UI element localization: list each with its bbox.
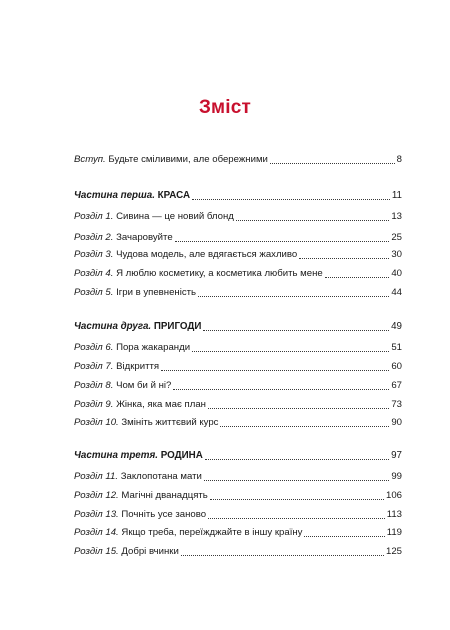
page-number: 11 <box>391 190 402 201</box>
part-prefix: Частина друга. <box>74 321 152 332</box>
dot-leader <box>220 425 389 427</box>
part-label <box>74 190 190 202</box>
entry-prefix: Розділ 14. <box>74 527 119 538</box>
entry-title: Почніть усе заново <box>121 509 207 520</box>
toc-chapter-12[interactable] <box>74 486 402 502</box>
entry-label <box>74 232 173 244</box>
dot-leader <box>181 554 384 556</box>
page-number: 125 <box>385 546 402 557</box>
page-number: 13 <box>391 211 402 222</box>
entry-title: Я люблю косметику, а косметика любить мене <box>116 268 323 279</box>
toc-chapter-14[interactable] <box>74 523 402 539</box>
page-number: 99 <box>391 471 402 482</box>
part-title: ПРИГОДИ <box>153 321 202 332</box>
page-number: 106 <box>385 490 402 501</box>
entry-title: Ігри в упевненість <box>116 287 197 298</box>
entry-prefix: Вступ. <box>74 154 106 165</box>
entry-prefix: Розділ 13. <box>74 509 119 520</box>
entry-prefix: Розділ 1. <box>74 211 114 222</box>
toc-chapter-6[interactable] <box>74 338 402 354</box>
dot-leader <box>175 240 390 242</box>
entry-label <box>74 399 206 411</box>
toc-chapter-2[interactable] <box>74 228 402 244</box>
entry-title: Якщо треба, переїжджайте в іншу країну <box>121 527 303 538</box>
entry-prefix: Розділ 12. <box>74 490 119 501</box>
part-label <box>74 450 203 462</box>
page-number: 25 <box>391 232 402 243</box>
part-prefix: Частина перша. <box>74 190 155 201</box>
entry-title: Магічні дванадцять <box>121 490 208 501</box>
dot-leader <box>299 257 389 259</box>
entry-title: Заклопотана мати <box>120 471 202 482</box>
entry-title: Зачаровуйте <box>116 232 173 243</box>
page-number: 97 <box>391 450 402 461</box>
entry-prefix: Розділ 7. <box>74 361 114 372</box>
toc-part-1[interactable] <box>74 186 402 202</box>
page-number: 8 <box>396 154 402 165</box>
entry-prefix: Розділ 3. <box>74 249 114 260</box>
entry-label <box>74 546 179 558</box>
entry-title: Пора жакаранди <box>116 342 191 353</box>
part-title: РОДИНА <box>160 450 203 461</box>
page-number: 60 <box>391 361 402 372</box>
toc-chapter-10[interactable] <box>74 413 402 429</box>
entry-label <box>74 211 234 223</box>
dot-leader <box>270 162 395 164</box>
dot-leader <box>192 198 390 200</box>
toc-chapter-9[interactable] <box>74 395 402 411</box>
entry-title: Відкриття <box>116 361 160 372</box>
dot-leader <box>161 369 389 371</box>
dot-leader <box>204 479 389 481</box>
entry-label <box>74 417 218 429</box>
part-label <box>74 321 201 333</box>
toc-chapter-4[interactable] <box>74 264 402 280</box>
toc-chapter-1[interactable] <box>74 207 402 223</box>
toc-chapter-3[interactable] <box>74 245 402 261</box>
entry-title: Сивина — це новий блонд <box>116 211 234 222</box>
entry-title: Добрі вчинки <box>121 546 179 557</box>
entry-label <box>74 249 297 261</box>
dot-leader <box>192 350 389 352</box>
dot-leader <box>173 388 389 390</box>
toc-chapter-7[interactable] <box>74 357 402 373</box>
page-title: Зміст <box>198 97 252 118</box>
entry-title: Жінка, яка має план <box>116 399 206 410</box>
entry-prefix: Розділ 5. <box>74 287 114 298</box>
entry-prefix: Розділ 9. <box>74 399 114 410</box>
entry-title: Чудова модель, але вдягається жахливо <box>116 249 298 260</box>
page-number: 113 <box>386 509 402 520</box>
entry-title: Змініть життєвий курс <box>121 417 219 428</box>
toc-entry-intro[interactable] <box>74 150 402 166</box>
entry-title: Будьте сміливими, але обережними <box>108 154 268 165</box>
entry-label <box>74 342 190 354</box>
page-number: 44 <box>391 287 402 298</box>
dot-leader <box>210 498 384 500</box>
entry-label <box>74 154 268 166</box>
toc-part-3[interactable] <box>74 446 402 462</box>
entry-prefix: Розділ 11. <box>74 471 119 482</box>
page-number: 119 <box>386 527 402 538</box>
page-number: 90 <box>391 417 402 428</box>
page-number: 49 <box>391 321 402 332</box>
dot-leader <box>208 407 389 409</box>
page-number: 67 <box>391 380 402 391</box>
page-number: 51 <box>391 342 402 353</box>
toc-chapter-13[interactable] <box>74 505 402 521</box>
entry-label <box>74 490 208 502</box>
toc-chapter-11[interactable] <box>74 467 402 483</box>
entry-prefix: Розділ 2. <box>74 232 114 243</box>
toc-chapter-8[interactable] <box>74 376 402 392</box>
entry-label <box>74 268 323 280</box>
dot-leader <box>198 295 389 297</box>
part-prefix: Частина третя. <box>74 450 158 461</box>
toc-chapter-15[interactable] <box>74 542 402 558</box>
entry-label <box>74 509 206 521</box>
dot-leader <box>236 219 389 221</box>
entry-title: Чом би й ні? <box>116 380 172 391</box>
entry-prefix: Розділ 8. <box>74 380 114 391</box>
entry-label <box>74 361 159 373</box>
entry-prefix: Розділ 15. <box>74 546 119 557</box>
page-number: 40 <box>391 268 402 279</box>
entry-prefix: Розділ 6. <box>74 342 114 353</box>
entry-prefix: Розділ 4. <box>74 268 114 279</box>
page-number: 73 <box>391 399 402 410</box>
dot-leader <box>208 517 385 519</box>
dot-leader <box>304 535 384 537</box>
dot-leader <box>325 276 390 278</box>
entry-label <box>74 527 302 539</box>
part-title: КРАСА <box>157 190 191 201</box>
toc-chapter-5[interactable] <box>74 283 402 299</box>
entry-label <box>74 287 196 299</box>
dot-leader <box>205 458 389 460</box>
toc-part-2[interactable] <box>74 317 402 333</box>
entry-label <box>74 380 171 392</box>
page-number: 30 <box>391 249 402 260</box>
entry-label <box>74 471 202 483</box>
entry-prefix: Розділ 10. <box>74 417 119 428</box>
dot-leader <box>203 329 389 331</box>
